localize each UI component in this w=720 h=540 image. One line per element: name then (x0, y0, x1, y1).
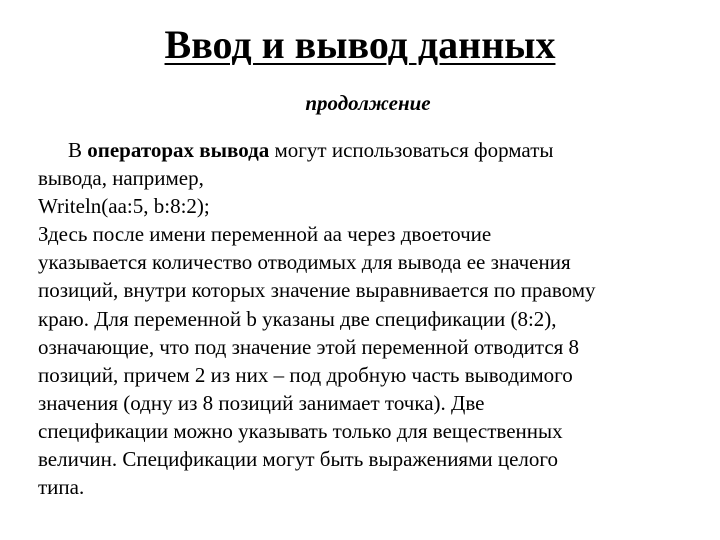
intro-suffix: могут использоваться форматы (269, 138, 554, 162)
body-line: краю. Для переменной b указаны две спецификации (8:2), (38, 306, 557, 331)
body-line: Здесь после имени переменной aa через двоеточие (38, 222, 492, 247)
body-line-intro (38, 136, 686, 164)
body-line: типа. (38, 475, 85, 500)
body-line: спецификации можно указывать только для вещественных (38, 418, 563, 443)
intro-bold-term: операторах вывода (87, 138, 270, 162)
body-line: вывода, например, (38, 166, 204, 191)
slide-subtitle (0, 88, 720, 118)
body-line: величин. Спецификации могут быть выражениями целого (38, 447, 558, 472)
body-line: указывается количество отводимых для вывода ее значения (38, 250, 571, 275)
slide-body (38, 136, 686, 501)
body-line: значения (одну из 8 позиций занимает точка). Две (38, 390, 485, 415)
intro-prefix: В (68, 138, 88, 162)
body-line: Writeln(aa:5, b:8:2); (38, 194, 210, 219)
body-line: позиций, внутри которых значение выравнивается по правому (38, 278, 596, 303)
slide-title: Ввод и вывод данных (164, 22, 556, 67)
slide-subtitle-text: продолжение (305, 91, 431, 115)
body-line: позиций, причем 2 из них – под дробную часть выводимого (38, 362, 573, 387)
body-line: означающие, что под значение этой переменной отводится 8 (38, 334, 580, 359)
